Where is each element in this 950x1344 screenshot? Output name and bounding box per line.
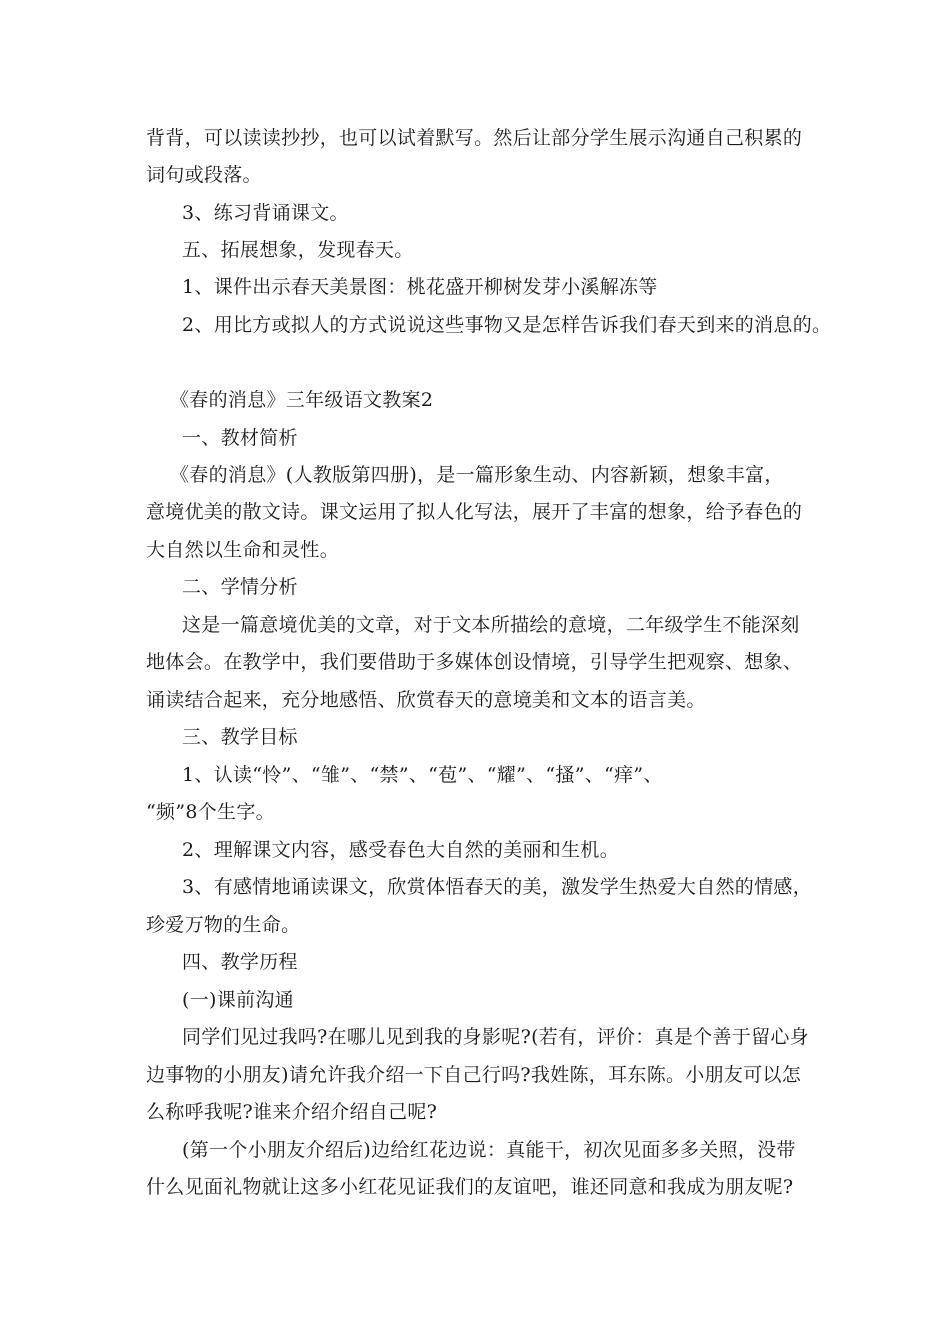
text-line: 意境优美的散文诗。课文运用了拟人化写法，展开了丰富的想象，给予春色的 [146, 501, 803, 523]
text-line: 边事物的小朋友)请允许我介绍一下自己行吗?我姓陈，耳东陈。小朋友可以怎 [146, 1064, 802, 1086]
text-line: 背背，可以读读抄抄，也可以试着默写。然后让部分学生展示沟通自己积累的 [146, 127, 803, 149]
list-item: 2、理解课文内容，感受春色大自然的美丽和生机。 [182, 839, 619, 861]
text-line: 《春的消息》(人教版第四册)，是一篇形象生动、内容新颖，想象丰富， [170, 464, 784, 486]
text-line: 大自然以生命和灵性。 [146, 539, 340, 561]
text-line: 什么见面礼物就让这多小红花见证我们的友谊吧，谁还同意和我成为朋友呢? [146, 1176, 794, 1198]
document-title: 《春的消息》三年级语文教案2 [170, 389, 434, 411]
text-line: “频”8个生字。 [146, 801, 275, 823]
text-line: 这是一篇意境优美的文章，对于文本所描绘的意境，二年级学生不能深刻 [182, 614, 800, 636]
list-item: 1、认读“怜”、“雏”、“禁”、“苞”、“耀”、“搔”、“痒”、 [182, 764, 663, 786]
text-line: (第一个小朋友介绍后)边给红花边说：真能干，初次见面多多关照，没带 [182, 1139, 796, 1161]
text-line: 么称呼我呢?谁来介绍介绍自己呢? [146, 1101, 438, 1123]
list-item: 3、练习背诵课文。 [182, 202, 349, 224]
text-line: 诵读结合起来，充分地感悟、欣赏春天的意境美和文本的语言美。 [146, 689, 706, 711]
list-item: 1、课件出示春天美景图：桃花盛开柳树发芽小溪解冻等 [182, 276, 658, 298]
section-heading: 二、学情分析 [182, 576, 298, 598]
section-heading: 四、教学历程 [182, 951, 298, 973]
section-heading: 一、教材简析 [182, 427, 298, 449]
list-item: 3、有感情地诵读课文，欣赏体悟春天的美，激发学生热爱大自然的情感， [182, 876, 812, 898]
text-line: 地体会。在教学中，我们要借助于多媒体创设情境，引导学生把观察、想象、 [146, 651, 803, 673]
text-line: 同学们见过我吗?在哪儿见到我的身影呢?(若有，评价：真是个善于留心身 [182, 1026, 809, 1048]
section-heading: 五、拓展想象，发现春天。 [182, 239, 414, 261]
text-line: 词句或段落。 [146, 164, 262, 186]
text-line: 珍爱万物的生命。 [146, 914, 301, 936]
list-item: 2、用比方或拟人的方式说说这些事物又是怎样告诉我们春天到来的消息的。 [182, 314, 832, 336]
subsection-heading: (一)课前沟通 [182, 989, 294, 1011]
section-heading: 三、教学目标 [182, 726, 298, 748]
